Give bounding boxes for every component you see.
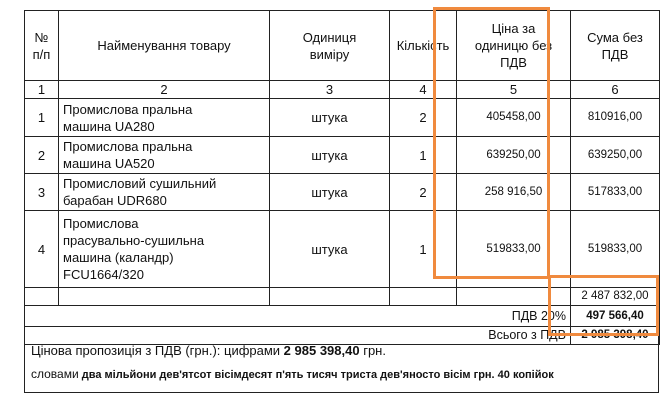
header-sum: Сума без ПДВ [571, 11, 660, 81]
column-number: 3 [270, 81, 390, 99]
header-name: Найменування товару [59, 11, 270, 81]
header-qty: Кількість [390, 11, 457, 81]
row-unit: штука [270, 99, 390, 137]
price-in-words: словами два мільйони дев'ятсот вісімдесят п'ять тисяч триста дев'яносто вісім грн. 40 копійок [31, 367, 554, 381]
vat-label: ПДВ 20% [25, 306, 571, 327]
row-qty: 1 [390, 211, 457, 288]
column-number-row [25, 81, 660, 99]
column-number: 6 [571, 81, 660, 99]
row-sum: 519833,00 [571, 211, 660, 288]
row-price: 639250,00 [457, 137, 571, 174]
row-price: 519833,00 [457, 211, 571, 288]
header-no: № п/п [25, 11, 59, 81]
price-offer-footer [24, 333, 659, 393]
column-number: 2 [59, 81, 270, 99]
row-name: Промислова пральна машина UA280 [59, 99, 270, 137]
table-row [25, 174, 660, 211]
row-price: 405458,00 [457, 99, 571, 137]
price-in-figures: Цінова пропозиція з ПДВ (грн.): цифрами 2 985 398,40 грн. [31, 343, 386, 358]
row-name: Промисловий сушильний барабан UDR680 [59, 174, 270, 211]
row-sum: 810916,00 [571, 99, 660, 137]
subtotal-row [25, 288, 660, 306]
row-unit: штука [270, 174, 390, 211]
row-no: 3 [25, 174, 59, 211]
row-sum: 639250,00 [571, 137, 660, 174]
table-row [25, 211, 660, 288]
row-no: 4 [25, 211, 59, 288]
header-price: Ціна за одиницю без ПДВ [457, 11, 571, 81]
row-name: Промислова пральна машина UA520 [59, 137, 270, 174]
column-number: 4 [390, 81, 457, 99]
row-no: 1 [25, 99, 59, 137]
row-unit: штука [270, 137, 390, 174]
table-row [25, 99, 660, 137]
total-label: Всього з ПДВ [25, 327, 571, 345]
price-table [24, 10, 660, 345]
row-price: 258 916,50 [457, 174, 571, 211]
column-number: 1 [25, 81, 59, 99]
row-name: Промислова прасувально-сушильна машина (каландр) FCU1664/320 [59, 211, 270, 288]
column-number: 5 [457, 81, 571, 99]
row-qty: 2 [390, 99, 457, 137]
vat-value: 497 566,40 [571, 306, 660, 327]
header-unit: Одиниця виміру [270, 11, 390, 81]
row-qty: 1 [390, 137, 457, 174]
row-sum: 517833,00 [571, 174, 660, 211]
total-value: 2 985 398,40 [571, 327, 660, 345]
row-no: 2 [25, 137, 59, 174]
vat-row [25, 306, 660, 327]
subtotal-value: 2 487 832,00 [571, 288, 660, 306]
table-row [25, 137, 660, 174]
row-unit: штука [270, 211, 390, 288]
header-row [25, 11, 660, 81]
row-qty: 2 [390, 174, 457, 211]
